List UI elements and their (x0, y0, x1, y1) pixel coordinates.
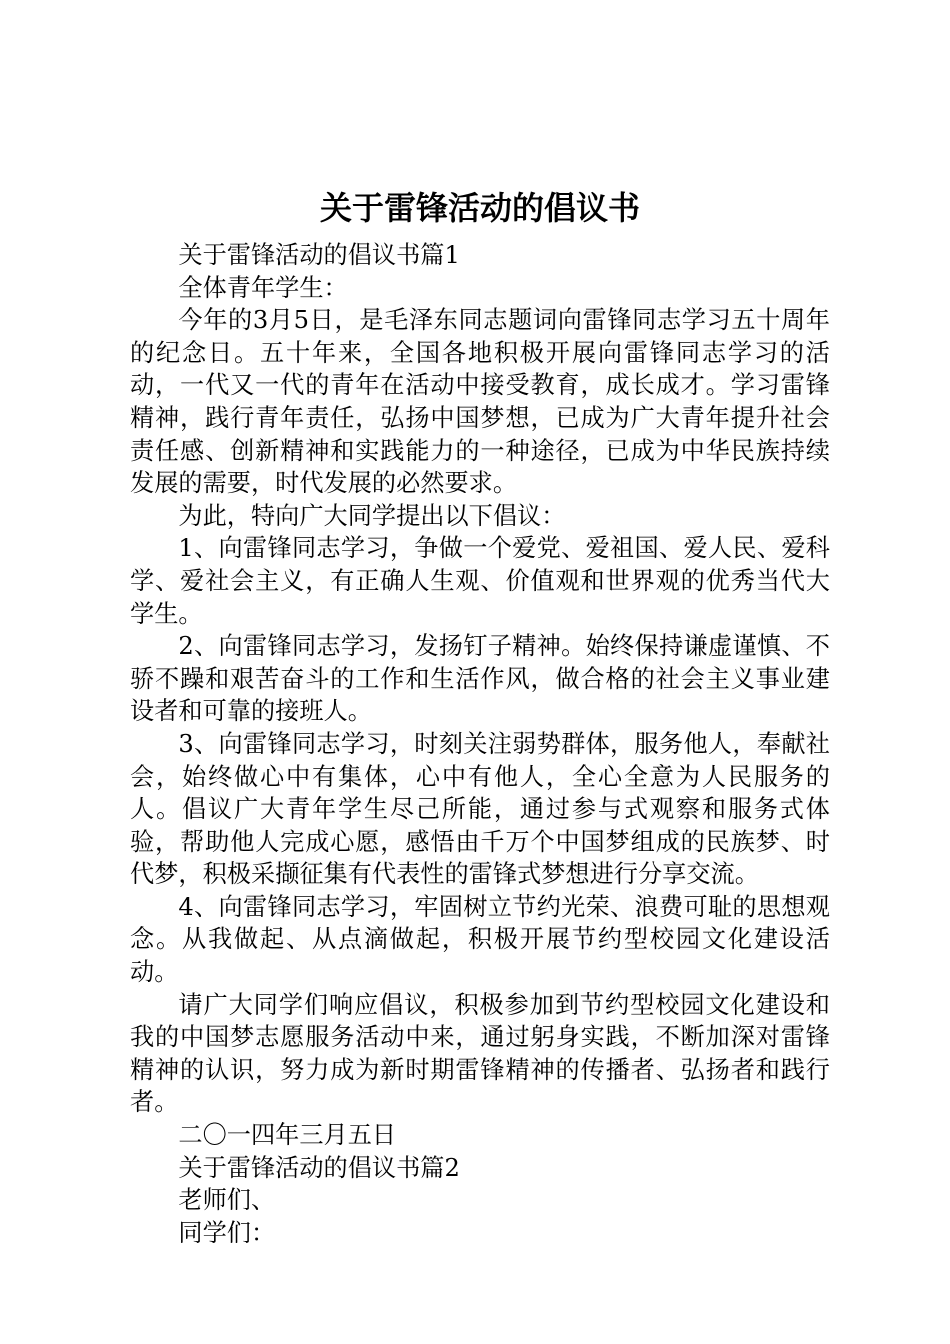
body-paragraph-proposal-lead: 为此，特向广大同学提出以下倡议： (178, 501, 566, 530)
section-heading-1: 关于雷锋活动的倡议书篇1 (178, 241, 460, 269)
salutation: 全体青年学生： (178, 273, 348, 302)
salutation-students: 同学们： (178, 1218, 276, 1247)
closing-paragraph: 请广大同学们响应倡议，积极参加到节约型校园文化建设和我的中国梦志愿服务活动中来，通过躬身实践，不断加深对雷锋精神的认识，努力成为新时期雷锋精神的传播者、弘扬者和践行者。 (130, 990, 830, 1117)
document-page (130, 185, 830, 1249)
proposal-item-4: 4、向雷锋同志学习，牢固树立节约光荣、浪费可耻的思想观念。从我做起、从点滴做起，积极开展节约型校园文化建设活动。 (130, 892, 830, 987)
document-title: 关于雷锋活动的倡议书 (319, 189, 640, 227)
body-paragraph-intro: 今年的3月5日，是毛泽东同志题词向雷锋同志学习五十周年的纪念日。五十年来，全国各地积极开展向雷锋同志学习的活动，一代又一代的青年在活动中接受教育，成长成才。学习雷锋精神，践行青年责任，弘扬中国梦想，已成为广大青年提升社会责任感、创新精神和实践能力的一种途径，已成为中华民族持续发展的需要，时代发展的必然要求。 (130, 306, 830, 498)
proposal-item-2: 2、向雷锋同志学习，发扬钉子精神。始终保持谦虚谨慎、不骄不躁和艰苦奋斗的工作和生活作风，做合格的社会主义事业建设者和可靠的接班人。 (130, 632, 830, 726)
proposal-item-1: 1、向雷锋同志学习，争做一个爱党、爱祖国、爱人民、爱科学、爱社会主义，有正确人生观、价值观和世界观的优秀当代大学生。 (130, 534, 830, 628)
proposal-item-3: 3、向雷锋同志学习，时刻关注弱势群体，服务他人，奉献社会，始终做心中有集体，心中有他人，全心全意为人民服务的人。倡议广大青年学生尽己所能，通过参与式观察和服务式体验，帮助他人完成心愿，感悟由千万个中国梦组成的民族梦、时代梦，积极采撷征集有代表性的雷锋式梦想进行分享交流。 (130, 729, 830, 889)
salutation-teachers: 老师们、 (178, 1186, 276, 1215)
date-line: 二〇一四年三月五日 (178, 1121, 397, 1150)
section-heading-2: 关于雷锋活动的倡议书篇2 (178, 1153, 460, 1182)
